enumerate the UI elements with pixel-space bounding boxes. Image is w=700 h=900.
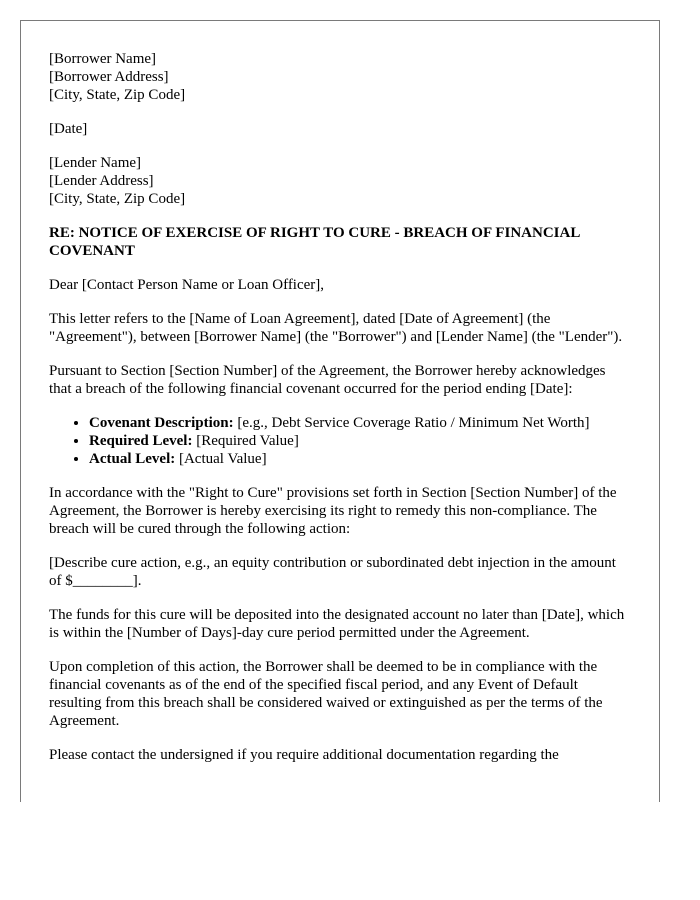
covenant-item bbox=[89, 450, 631, 468]
letter-page bbox=[20, 20, 660, 802]
contact-paragraph: Please contact the undersigned if you require additional documentation regarding the bbox=[49, 747, 559, 763]
date-text: [Date] bbox=[49, 121, 88, 137]
subject-line: RE: NOTICE OF EXERCISE OF RIGHT TO CURE - BREACH OF FINANCIAL COVENANT bbox=[49, 225, 580, 259]
completion-paragraph: Upon completion of this action, the Borrower shall be deemed to be in compliance with the financial covenants as of the end of the specified fiscal period, and any Event of Default resulting from this breach shall be considered waived or extinguished as per the terms of the Agreement. bbox=[49, 659, 603, 729]
covenant-description-value: [e.g., Debt Service Coverage Ratio / Minimum Net Worth] bbox=[233, 415, 590, 431]
funds-paragraph: The funds for this cure will be deposited into the designated account no later than [Date], which is within the [Number of Days]-day cure period permitted under the Agreement. bbox=[49, 607, 625, 641]
borrower-name: [Borrower Name] bbox=[49, 51, 157, 67]
borrower-address-block bbox=[49, 50, 631, 104]
letter-date bbox=[49, 120, 631, 138]
lender-name: [Lender Name] bbox=[49, 155, 142, 171]
actual-level-label: Actual Level: bbox=[89, 451, 176, 467]
lender-city-state-zip: [City, State, Zip Code] bbox=[49, 191, 186, 207]
borrower-city-state-zip: [City, State, Zip Code] bbox=[49, 87, 186, 103]
actual-level-value: [Actual Value] bbox=[175, 451, 267, 467]
lender-address: [Lender Address] bbox=[49, 173, 154, 189]
covenant-list bbox=[49, 414, 631, 468]
lender-address-block bbox=[49, 154, 631, 208]
cure-action-paragraph: [Describe cure action, e.g., an equity contribution or subordinated debt injection in the amount of $________]. bbox=[49, 555, 616, 589]
covenant-item bbox=[89, 432, 631, 450]
intro-paragraph: This letter refers to the [Name of Loan Agreement], dated [Date of Agreement] (the "Agreement"), between [Borrower Name] (the "Borrower") and [Lender Name] (the "Lender"). bbox=[49, 311, 623, 345]
required-level-label: Required Level: bbox=[89, 433, 193, 449]
right-to-cure-paragraph: In accordance with the "Right to Cure" provisions set forth in Section [Section Number] of the Agreement, the Borrower is hereby exercising its right to remedy this non-compliance. The breach will be cured through the following action: bbox=[49, 485, 617, 537]
breach-paragraph: Pursuant to Section [Section Number] of the Agreement, the Borrower hereby acknowledges that a breach of the following financial covenant occurred for the period ending [Date]: bbox=[49, 363, 606, 397]
covenant-description-label: Covenant Description: bbox=[89, 415, 234, 431]
letter-body bbox=[21, 21, 659, 764]
borrower-address: [Borrower Address] bbox=[49, 69, 169, 85]
covenant-item bbox=[89, 414, 631, 432]
salutation: Dear [Contact Person Name or Loan Officer], bbox=[49, 277, 325, 293]
required-level-value: [Required Value] bbox=[192, 433, 299, 449]
